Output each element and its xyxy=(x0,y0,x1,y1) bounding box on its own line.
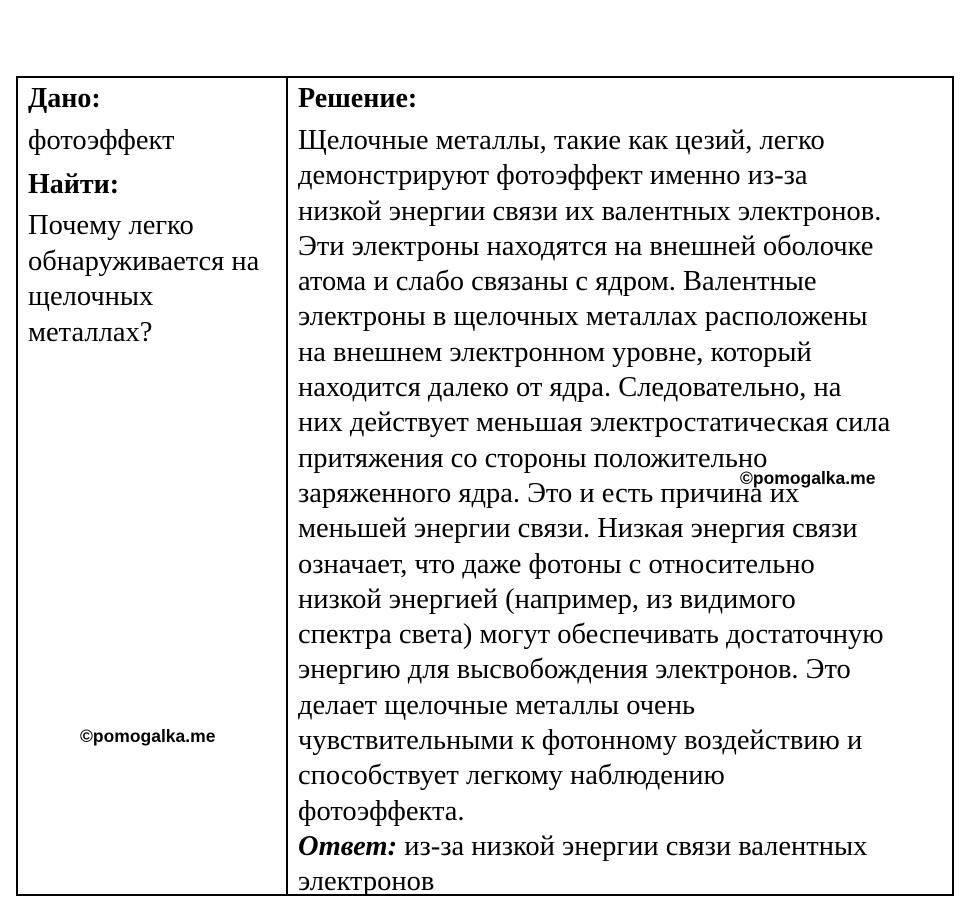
solution-line: энергию для высвобождения электронов. Это xyxy=(298,654,851,686)
given-heading: Дано: xyxy=(28,83,101,114)
solution-line: фотоэффекта. xyxy=(298,795,465,827)
watermark-right: ©pomogalka.me xyxy=(740,468,876,488)
solution-heading: Решение: xyxy=(298,83,418,114)
find-line: металлах? xyxy=(28,316,153,348)
solution-line: делает щелочные металлы очень xyxy=(298,689,695,721)
solution-line: Щелочные металлы, такие как цезий, легко xyxy=(298,125,825,156)
solution-line: способствует легкому наблюдению xyxy=(298,760,725,792)
solution-line: атома и слабо связаны с ядром. Валентные xyxy=(298,266,817,298)
given-column xyxy=(18,78,288,894)
solution-line: притяжения со стороны положительно xyxy=(298,442,768,474)
answer-label: Ответ: xyxy=(298,830,398,862)
solution-line: низкой энергией (например, из видимого xyxy=(298,583,796,615)
find-question xyxy=(28,208,259,350)
solution-line: них действует меньшая электростатическая сила xyxy=(298,407,891,439)
solution-line: находится далеко от ядра. Следовательно, на xyxy=(298,372,842,404)
solution-line: спектра света) могут обеспечивать достаточную xyxy=(298,619,884,651)
find-line: Почему легко xyxy=(28,210,194,241)
answer-line xyxy=(298,829,890,864)
solution-column xyxy=(288,78,952,898)
solution-text xyxy=(298,123,890,900)
find-line: обнаруживается на xyxy=(28,245,260,277)
given-text: фотоэффект xyxy=(28,125,175,156)
solution-line: означает, что даже фотоны с относительно xyxy=(298,548,815,580)
solution-line: электроны в щелочных металлах расположены xyxy=(298,301,868,333)
solution-line: меньшей энергии связи. Низкая энергия связи xyxy=(298,513,858,545)
watermark-left: ©pomogalka.me xyxy=(80,726,216,746)
solution-line: на внешнем электронном уровне, который xyxy=(298,336,812,368)
answer-line-2: электронов xyxy=(298,866,435,898)
solution-line: Эти электроны находятся на внешней оболочке xyxy=(298,230,874,262)
find-heading: Найти: xyxy=(28,169,120,200)
solution-line: демонстрируют фотоэффект именно из-за xyxy=(298,160,808,192)
find-line: щелочных xyxy=(28,281,154,312)
answer-text: из-за низкой энергии связи валентных xyxy=(397,830,868,862)
solution-line: заряженного ядра. Это и есть причина их xyxy=(298,477,800,509)
task-table xyxy=(16,76,954,896)
solution-line: низкой энергии связи их валентных электронов. xyxy=(298,195,882,227)
solution-line: чувствительными к фотонному воздействию и xyxy=(298,725,863,757)
